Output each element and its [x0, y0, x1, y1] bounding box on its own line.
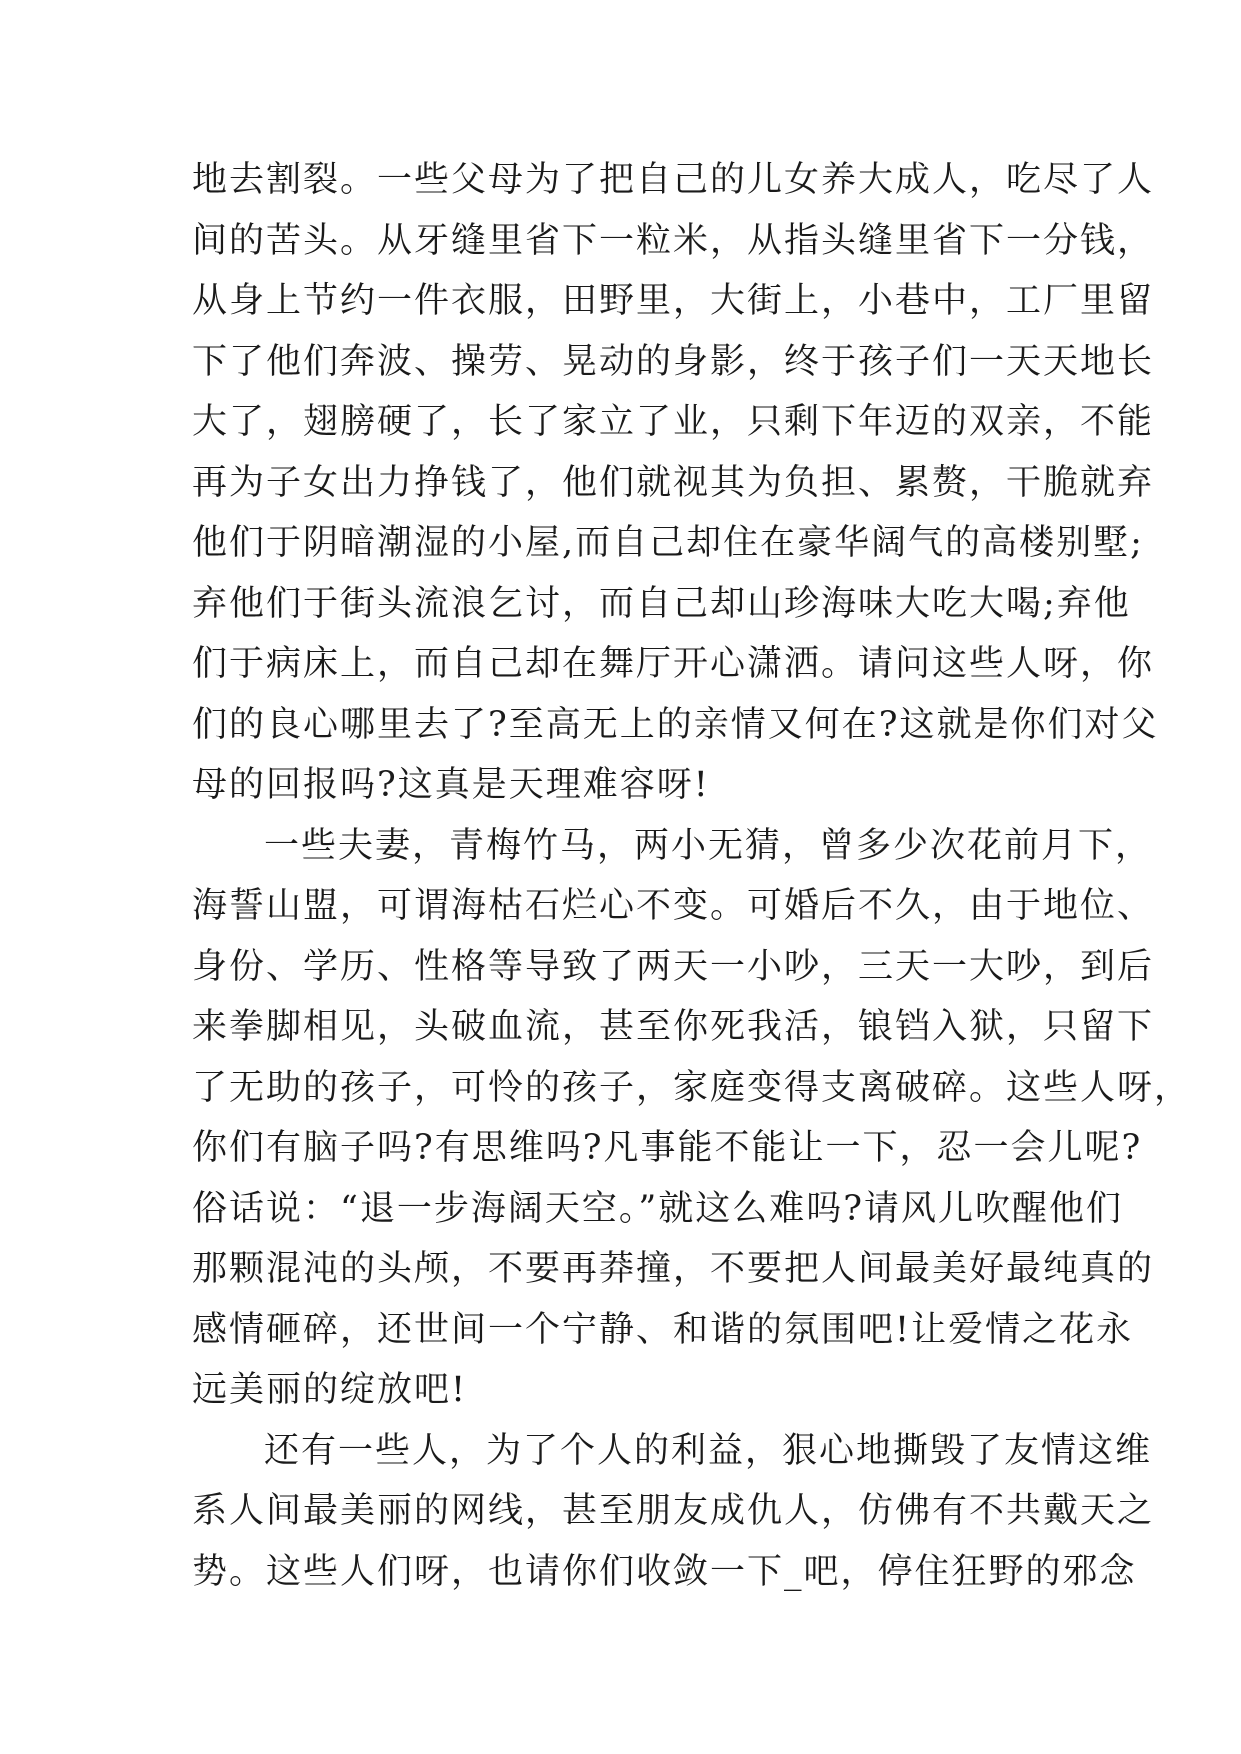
text-line: 感情砸碎，还世间一个宁静、和谐的氛围吧!让爱情之花永	[192, 1309, 1134, 1350]
text-line: 身份、学历、性格等导致了两天一小吵，三天一大吵，到后	[192, 946, 1155, 987]
text-line: 从身上节约一件衣服，田野里，大街上，小巷中，工厂里留	[192, 281, 1155, 321]
paragraph-3	[192, 1421, 1155, 1603]
text-line: 势。这些人们呀，也请你们收敛一下_吧，停住狂野的邪念	[192, 1551, 1137, 1592]
text-line-first: 一些夫妻，青梅竹马，两小无猜，曾多少次花前月下，	[264, 825, 1153, 866]
document-body	[192, 150, 1192, 1602]
text-line: 母的回报吗?这真是天理难容呀!	[192, 765, 710, 805]
text-line: 下了他们奔波、操劳、晃动的身影，终于孩子们一天天地长	[192, 341, 1155, 382]
text-line: 再为子女出力挣钱了，他们就视其为负担、累赘，干脆就弃	[192, 462, 1155, 503]
text-line-first: 还有一些人，为了个人的利益，狠心地撕毁了友情这维	[264, 1430, 1153, 1471]
paragraph-1	[192, 150, 1159, 816]
text-line: 间的苦头。从牙缝里省下一粒米，从指头缝里省下一分钱，	[192, 220, 1155, 261]
paragraph-2	[192, 816, 1192, 1421]
text-line: 那颗混沌的头颅，不要再莽撞，不要把人间最美好最纯真的	[192, 1249, 1155, 1289]
text-line: 海誓山盟，可谓海枯石烂心不变。可婚后不久，由于地位、	[192, 886, 1155, 926]
text-line: 弃他们于街头流浪乞讨，而自己却山珍海味大吃大喝;弃他	[192, 583, 1131, 624]
text-line: 们于病床上，而自己却在舞厅开心潇洒。请问这些人呀，你	[192, 644, 1155, 684]
text-line: 们的良心哪里去了?至高无上的亲情又何在?这就是你们对父	[192, 704, 1159, 745]
text-line: 地去割裂。一些父母为了把自己的儿女养大成人，吃尽了人	[192, 160, 1155, 200]
text-line: 远美丽的绽放吧!	[192, 1370, 468, 1410]
text-line: 大了，翅膀硬了，长了家立了业，只剩下年迈的双亲，不能	[192, 402, 1155, 442]
text-line: 俗话说：“退一步海阔天空。”就这么难吗?请风儿吹醒他们	[192, 1188, 1124, 1229]
text-line: 来拳脚相见，头破血流，甚至你死我活，锒铛入狱，只留下	[192, 1007, 1155, 1047]
text-line: 系人间最美丽的网线，甚至朋友成仇人，仿佛有不共戴天之	[192, 1491, 1155, 1531]
text-line: 了无助的孩子，可怜的孩子，家庭变得支离破碎。这些人呀，	[192, 1067, 1192, 1108]
text-line: 你们有脑子吗?有思维吗?凡事能不能让一下，忍一会儿呢?	[192, 1128, 1143, 1168]
text-line: 他们于阴暗潮湿的小屋,而自己却住在豪华阔气的高楼别墅;	[192, 523, 1144, 563]
